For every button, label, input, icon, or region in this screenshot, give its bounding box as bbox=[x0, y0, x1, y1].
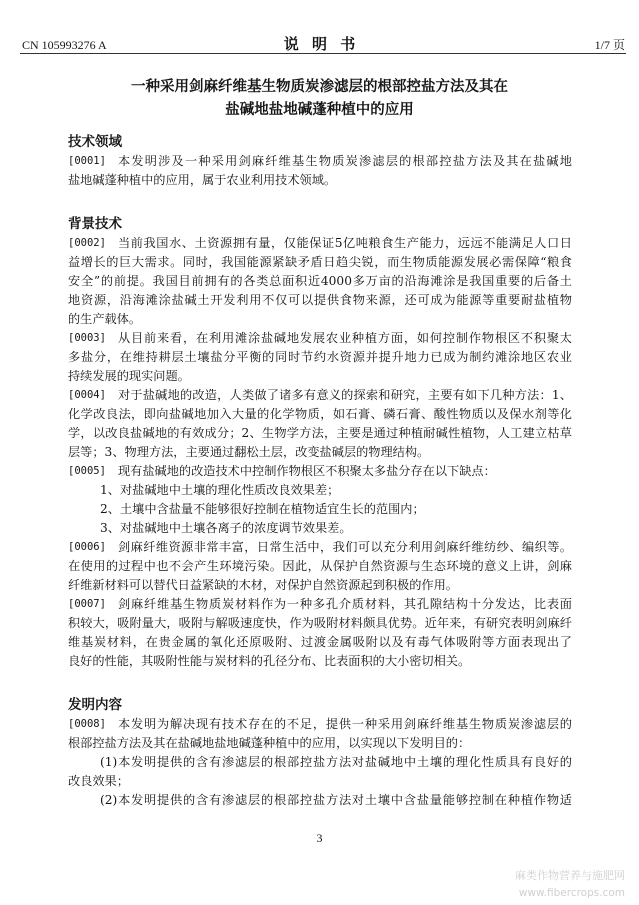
paragraph-0004 bbox=[68, 386, 572, 462]
paragraph-line bbox=[68, 538, 572, 557]
paragraph-line bbox=[68, 595, 572, 614]
paragraph-number: [0003] bbox=[68, 332, 106, 344]
title-line: 一种采用剑麻纤维基生物质炭渗滤层的根部控盐方法及其在 bbox=[131, 79, 508, 95]
paragraph-line: 安全”的前提。我国目前拥有的各类总面积近4000多万亩的沿海滩涂是我国重要的后备土 bbox=[68, 274, 572, 288]
paragraph-line: 盐地碱蓬种植中的应用，属于农业利用技术领域。 bbox=[68, 173, 337, 187]
paragraph-0005 bbox=[68, 462, 572, 538]
paragraph-0007 bbox=[68, 595, 572, 671]
paragraph-line: 在使用的过程中也不会产生环境污染。因此，从保护自然资源与生态环境的意义上讲，剑麻 bbox=[68, 559, 572, 573]
paragraph-line: 多盐分，在维持耕层土壤盐分平衡的同时节约水资源并提升地力已成为制约滩涂地区农业 bbox=[68, 350, 572, 364]
list-item-continuation: 改良效果； bbox=[68, 774, 129, 788]
paragraph-number: [0005] bbox=[68, 465, 106, 477]
paragraph-line: 持续发展的现实问题。 bbox=[68, 369, 190, 383]
section-heading-summary: 发明内容 bbox=[68, 697, 122, 713]
paragraph-line: 益增长的巨大需求。同时，我国能源紧缺矛盾日趋尖锐，而生物质能源发展必需保障“粮食 bbox=[68, 255, 572, 269]
section-heading-technical-field: 技术领域 bbox=[68, 134, 122, 150]
paragraph-0002 bbox=[68, 234, 572, 329]
title-line: 盐碱地盐地碱蓬种植中的应用 bbox=[225, 102, 414, 118]
paragraph-number: [0008] bbox=[68, 718, 106, 730]
watermark-site-name: 麻类作物营养与施肥网 bbox=[515, 869, 625, 882]
paragraph-text: 当前我国水、土资源拥有量，仅能保证5亿吨粮食生产能力，远远不能满足人口日 bbox=[118, 236, 572, 250]
paragraph-line bbox=[68, 234, 572, 253]
paragraph-number: [0004] bbox=[68, 389, 106, 401]
paragraph-0003 bbox=[68, 329, 572, 386]
document-number: CN 105993276 A bbox=[22, 38, 107, 52]
paragraph-number: [0002] bbox=[68, 237, 106, 249]
paragraph-text: 从目前来看，在利用滩涂盐碱地发展农业种植方面，如何控制作物根区不积聚太 bbox=[118, 331, 572, 345]
paragraph-line bbox=[68, 329, 572, 348]
watermark-url: www.fibercrops.com bbox=[518, 887, 625, 899]
header-divider bbox=[20, 53, 626, 54]
page-number: 3 bbox=[316, 831, 323, 845]
list-item: 1、对盐碱地中土壤的理化性质改良效果差； bbox=[100, 483, 340, 497]
paragraph-text: 本发明涉及一种采用剑麻纤维基生物质炭渗滤层的根部控盐方法及其在盐碱地 bbox=[118, 154, 572, 168]
list-item: 3、对盐碱地中土壤各离子的浓度调节效果差。 bbox=[100, 521, 352, 535]
paragraph-text: 剑麻纤维基生物质炭材料作为一种多孔介质材料，其孔隙结构十分发达，比表面 bbox=[118, 597, 572, 611]
paragraph-line: 地资源，沿海滩涂盐碱土开发利用不仅可以提供食物来源，还可成为能源等重要耐盐植物 bbox=[68, 293, 572, 307]
paragraph-number: [0006] bbox=[68, 541, 106, 553]
page-info: 1/7 页 bbox=[594, 38, 625, 52]
section-heading-background: 背景技术 bbox=[68, 216, 122, 232]
paragraph-line bbox=[68, 386, 572, 405]
paragraph-text: 本发明为解决现有技术存在的不足，提供一种采用剑麻纤维基生物质炭渗滤层的 bbox=[118, 717, 572, 731]
list-item: (1)本发明提供的含有渗滤层的根部控盐方法对盐碱地中土壤的理化性质具有良好的 bbox=[100, 755, 572, 769]
paragraph-line: 维基炭材料，在贵金属的氧化还原吸附、过渡金属吸附以及有毒气体吸附等方面表现出了 bbox=[68, 635, 572, 649]
paragraph-line: 良好的性能，其吸附性能与炭材料的孔径分布、比表面积的大小密切相关。 bbox=[68, 654, 471, 668]
paragraph-line: 积较大，吸附量大，吸附与解吸速度快，作为吸附材料颇具优势。近年来，有研究表明剑麻纤 bbox=[68, 616, 572, 630]
paragraph-text: 对于盐碱地的改造，人类做了诸多有意义的探索和研究，主要有如下几种方法：1、 bbox=[118, 388, 572, 402]
paragraph-text: 现有盐碱地的改造技术中控制作物根区不积聚太多盐分存在以下缺点： bbox=[118, 464, 496, 478]
paragraph-0006 bbox=[68, 538, 572, 595]
paragraph-line: 学，以改良盐碱地的有效成分；2、生物学方法，主要是通过种植耐碱性植物，人工建立枯草 bbox=[68, 426, 572, 440]
paragraph-text: 剑麻纤维资源非常丰富，日常生活中，我们可以充分利用剑麻纤维纺纱、编织等。 bbox=[118, 540, 572, 554]
document-type: 说 明 书 bbox=[283, 35, 360, 53]
list-item: (2)本发明提供的含有渗滤层的根部控盐方法对土壤中含盐量能够控制在种植作物适 bbox=[100, 793, 572, 807]
paragraph-0001 bbox=[68, 152, 572, 190]
paragraph-line bbox=[68, 715, 572, 734]
paragraph-line bbox=[68, 462, 572, 481]
paragraph-number: [0007] bbox=[68, 598, 106, 610]
paragraph-line: 纤维新材料可以替代日益紧缺的木材，对保护自然资源起到积极的作用。 bbox=[68, 578, 458, 592]
paragraph-line bbox=[68, 152, 572, 171]
document-body bbox=[68, 133, 572, 810]
paragraph-number: [0001] bbox=[68, 155, 106, 167]
paragraph-line: 根部控盐方法及其在盐碱地盐地碱蓬种植中的应用，以实现以下发明目的： bbox=[68, 736, 471, 750]
paragraph-line: 的生产载体。 bbox=[68, 312, 142, 326]
list-item: 2、土壤中含盐量不能够很好控制在植物适宜生长的范围内； bbox=[100, 502, 425, 516]
paragraph-0008 bbox=[68, 715, 572, 810]
document-title bbox=[0, 76, 639, 122]
paragraph-line: 层等；3、物理方法，主要通过翻松土层，改变盐碱层的物理结构。 bbox=[68, 445, 430, 459]
paragraph-line: 化学改良法，即向盐碱地加入大量的化学物质，如石膏、磷石膏、酸性物质以及保水剂等化 bbox=[68, 407, 572, 421]
